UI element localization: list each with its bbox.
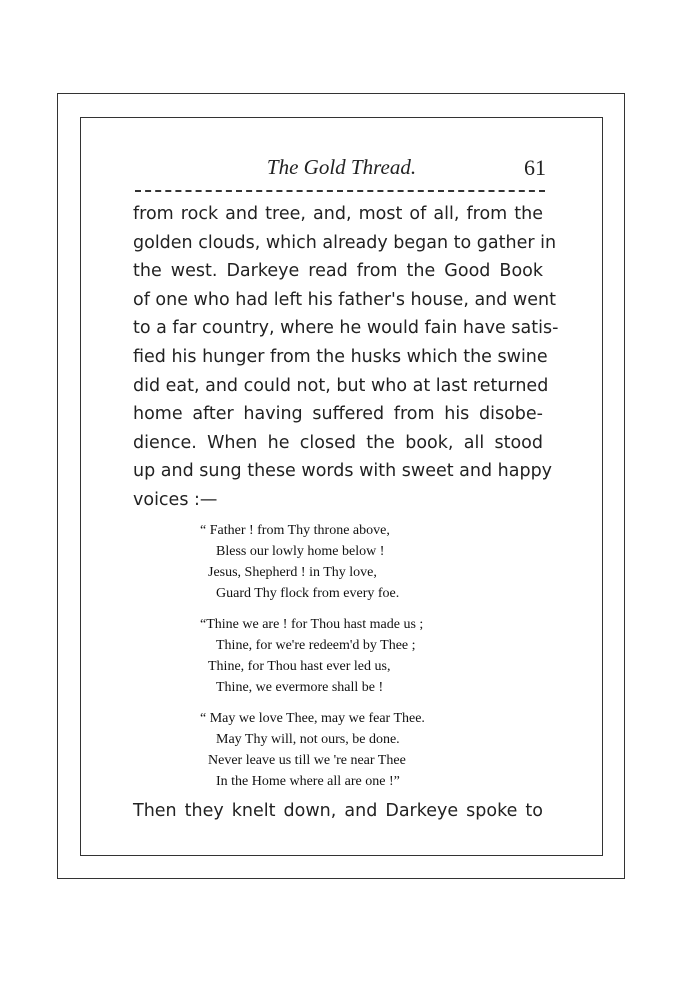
body-line: of one who had left his father's house, and went [133, 289, 556, 310]
verse-line: Never leave us till we 're near Thee [208, 753, 406, 768]
body-line: did eat, and could not, but who at last returned [133, 375, 549, 396]
hymn-stanza-1 [200, 520, 399, 604]
verse-line: “ Father ! from Thy throne above, [200, 523, 390, 538]
page-number: 61 [524, 155, 546, 180]
hymn-stanza-3 [200, 708, 425, 792]
body-line: the west. Darkeye read from the Good Book [133, 261, 543, 282]
verse-line: “Thine we are ! for Thou hast made us ; [200, 617, 424, 632]
closing-line: Then they knelt down, and Darkeye spoke to [133, 801, 543, 821]
body-line: voices :— [133, 489, 218, 510]
verse-line: Thine, we evermore shall be ! [216, 680, 384, 695]
verse-line: May Thy will, not ours, be done. [216, 732, 400, 747]
verse-line: Jesus, Shepherd ! in Thy love, [208, 565, 377, 580]
running-title: The Gold Thread. [266, 155, 417, 179]
body-line: up and sung these words with sweet and happy [133, 461, 553, 482]
header-rule [135, 190, 545, 192]
body-line: home after having suffered from his disobe- [133, 404, 543, 425]
running-head [80, 155, 603, 187]
body-line: golden clouds, which already began to gather in [133, 232, 557, 253]
verse-line: Guard Thy flock from every foe. [216, 586, 400, 601]
body-line: to a far country, where he would fain have satis- [133, 318, 559, 339]
body-paragraph [133, 200, 559, 515]
verse-line: “ May we love Thee, may we fear Thee. [200, 711, 425, 726]
body-line: dience. When he closed the book, all stood [133, 432, 543, 453]
hymn-stanza-2 [200, 614, 423, 698]
body-line: fied his hunger from the husks which the swine [133, 346, 548, 367]
verse-line: Thine, for we're redeem'd by Thee ; [216, 638, 416, 653]
verse-line: In the Home where all are one !” [216, 774, 400, 789]
body-line: from rock and tree, and, most of all, from the [133, 204, 543, 224]
verse-line: Thine, for Thou hast ever led us, [208, 659, 391, 674]
verse-line: Bless our lowly home below ! [216, 544, 385, 559]
